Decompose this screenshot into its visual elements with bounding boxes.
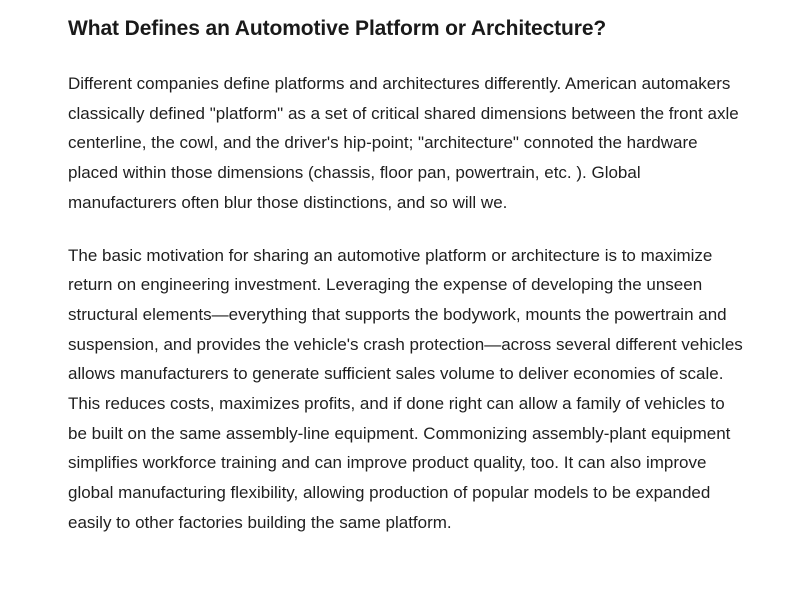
article-paragraph: Different companies define platforms and architectures differently. American automakers classically defined "platform" as a set of critical shared dimensions between the front axle centerline, the cowl, and the driver's hip-point; "architecture" connoted the hardware placed within those dimensions (chassis, floor pan, powertrain, etc. ). Global manufacturers often blur those distinctions, and so will we. — [68, 74, 739, 212]
article-paragraph: The basic motivation for sharing an automotive platform or architecture is to maximize return on engineering investment. Leveraging the expense of developing the unseen structural elements—everything that supports the bodywork, mounts the powertrain and suspension, and provides the vehicle's crash protection—across several different vehicles allows manufacturers to generate sufficient sales volume to deliver economies of scale. This reduces costs, maximizes profits, and if done right can allow a family of vehicles to be built on the same assembly-line equipment. Commonizing assembly-plant equipment simplifies workforce training and can improve product quality, too. It can also improve global manufacturing flexibility, allowing production of popular models to be expanded easily to other factories building the same platform. — [68, 245, 743, 532]
article — [68, 14, 748, 538]
article-title: What Defines an Automotive Platform or Architecture? — [68, 17, 607, 40]
